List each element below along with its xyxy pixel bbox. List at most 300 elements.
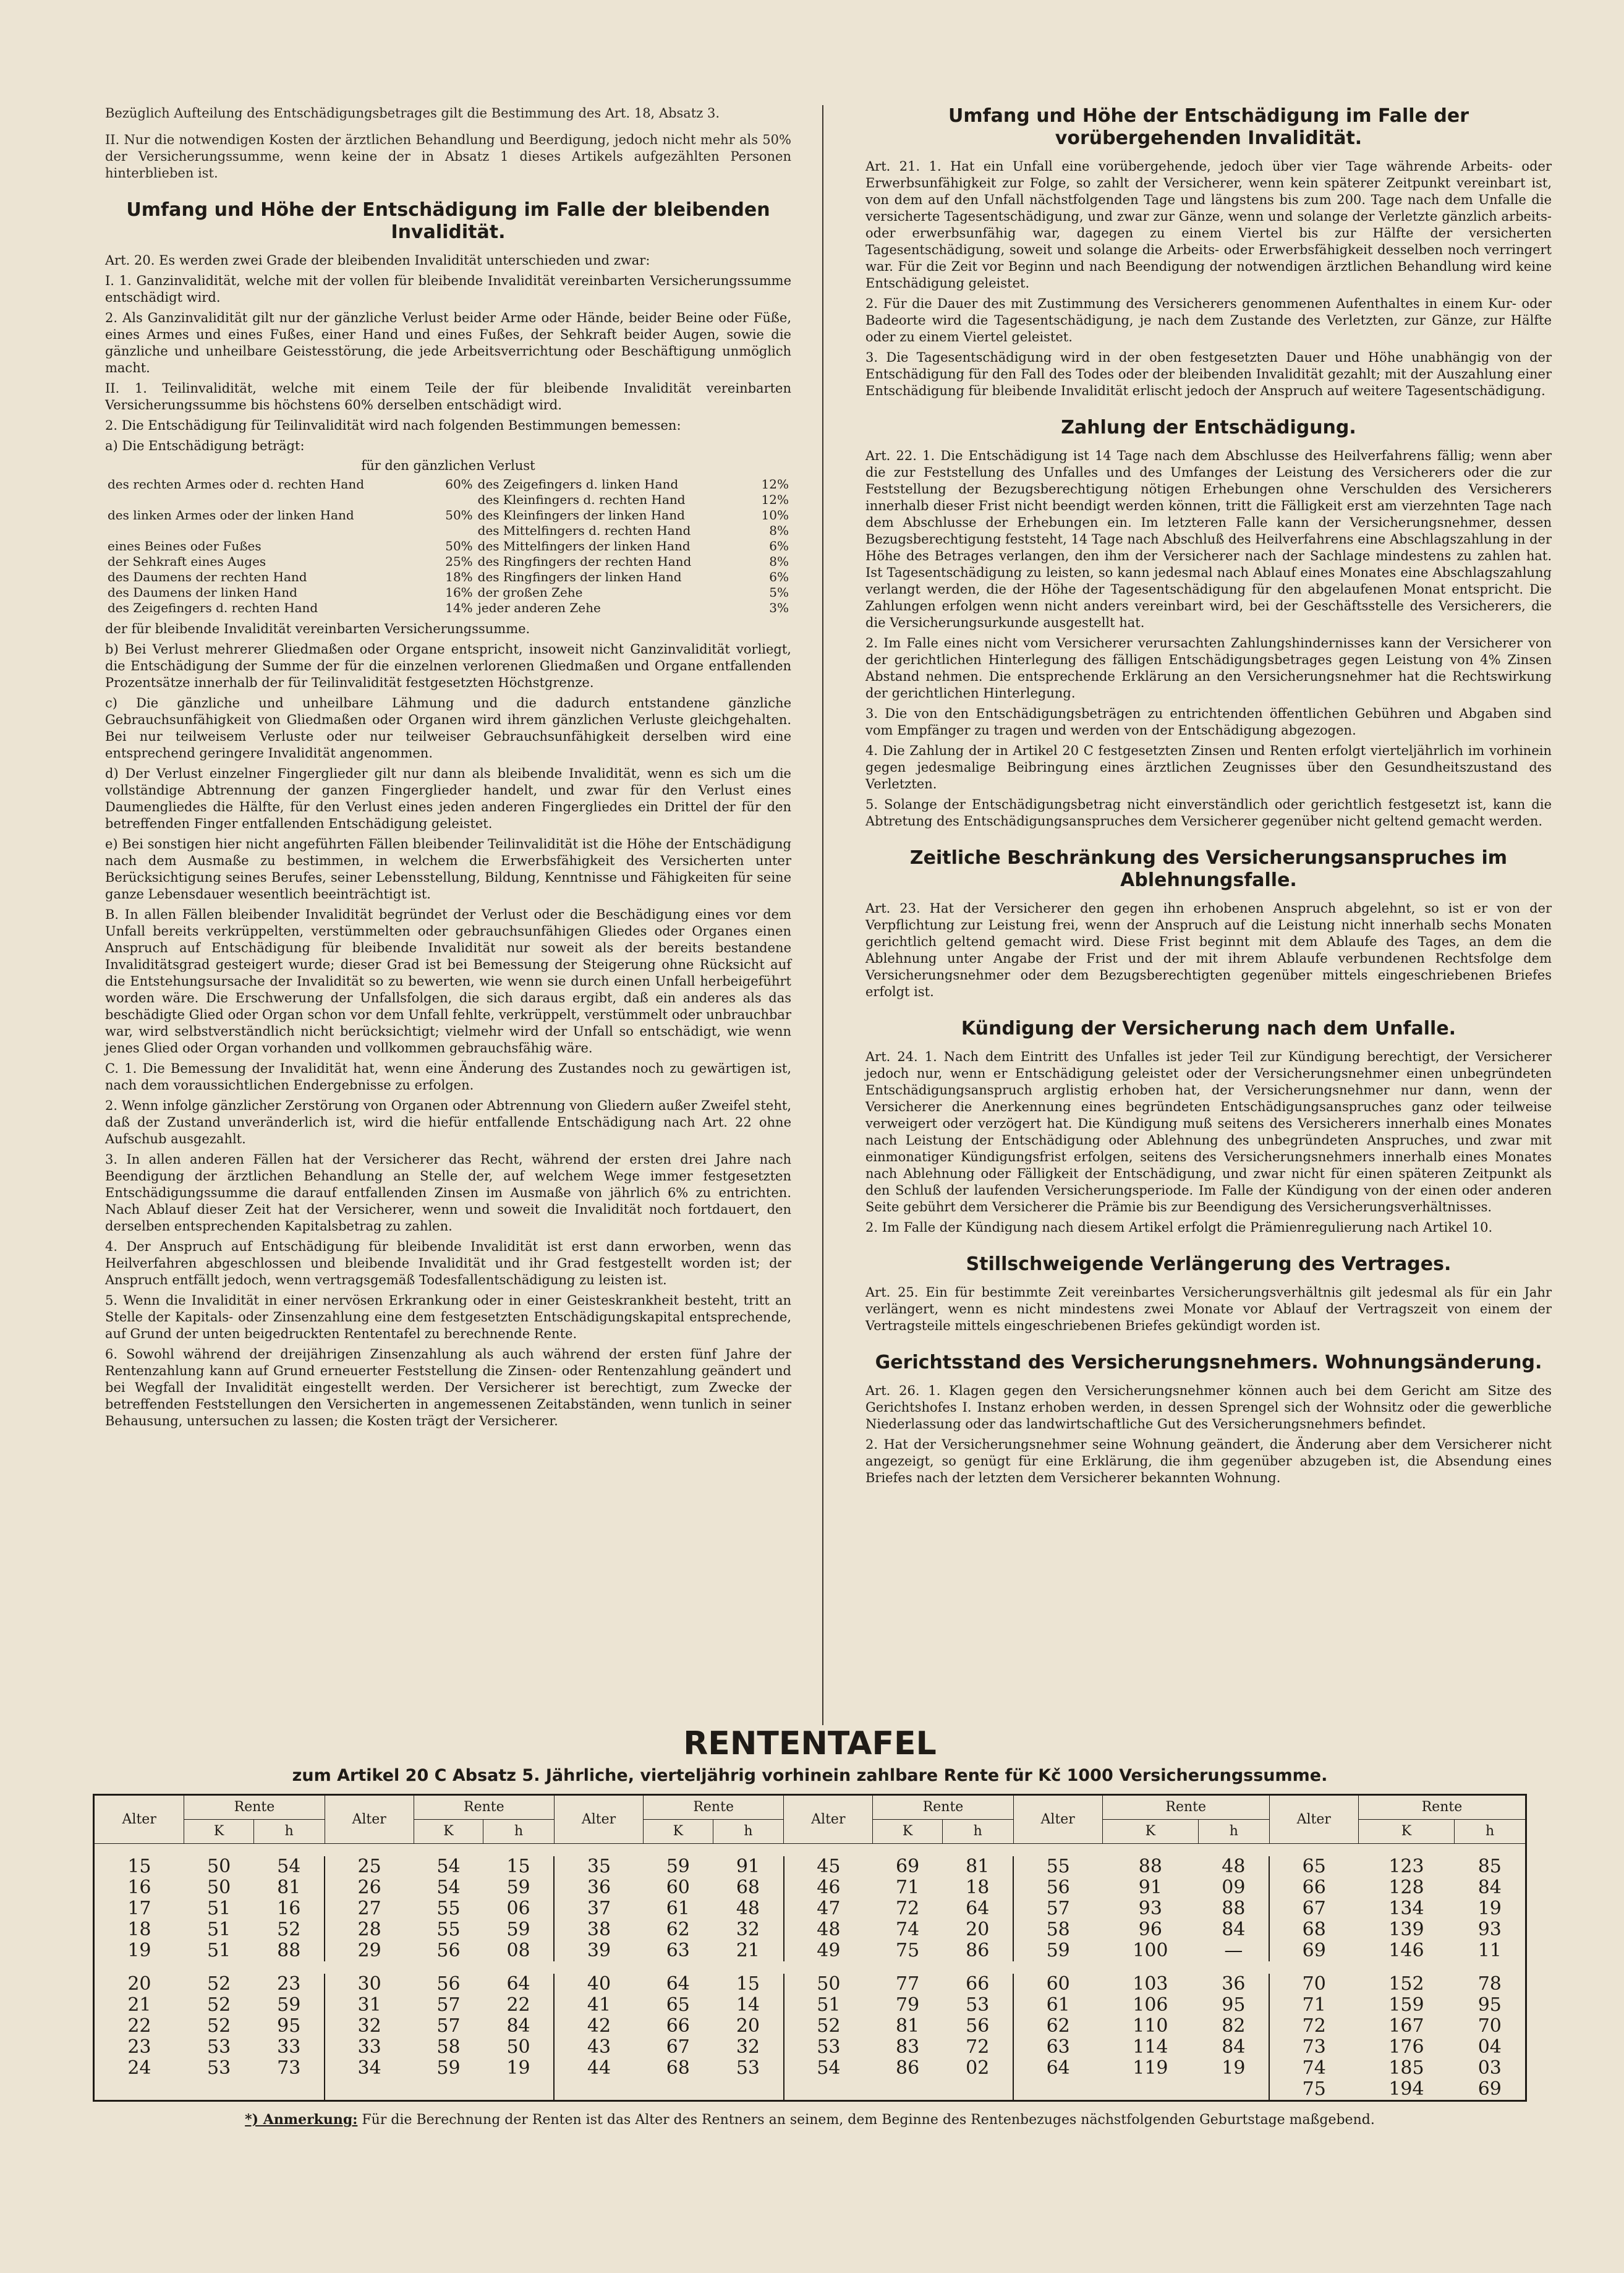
rente-h-cell: 02 [966,2057,990,2079]
alter-cell [325,2079,414,2101]
gap-cell [94,1961,184,1974]
h-header: h [942,1820,1013,1844]
rt-spacer [94,1844,1526,1857]
rente-h-cell: 85 [1477,1856,1502,1877]
rente-h-cell: 84 [1477,1877,1502,1898]
loss-percent-left: 60% [445,477,473,492]
rente-header: Rente [644,1795,784,1820]
alter-cell: 45 [784,1856,873,1877]
rente-k-cell: 123 [1388,1856,1424,1877]
section-paragraph: Art. 23. Hat der Versicherer den gegen ihn erhobenen Anspruch abgelehnt, so ist er von der Verpflichtung zur Leistung frei, wenn der Anspruch auf die Leistung nicht innerhalb sechs Monaten gerichtlich geltend gemacht wird. Diese Frist beginnt mit dem Ablaufe des Tages, an dem die Ablehnung unter Angabe der Frist und der mit ihrem Ablaufe verbundenen Rechtsfolge dem Versicherungsnehmer oder dem Bezugsberechtigten gegenüber mittels eingeschriebenen Briefes erfolgt ist. [865,901,1552,999]
intro-paragraph-1: Bezüglich Aufteilung des Entschädigungsbetrages gilt die Bestimmung des Art. 18, Absatz 3. [105,106,720,121]
alter-cell: 18 [127,1919,151,1940]
rente-k-cell: 86 [896,2057,920,2079]
alter-cell: 58 [1013,1919,1102,1940]
loss-table-title: für den gänzlichen Verlust [361,458,535,473]
rente-h-cell: 86 [966,1940,990,1961]
alter-cell: 43 [554,2037,643,2058]
rente-h-cell: 69 [1477,2078,1502,2100]
paragraph: II. 1. Teilinvalidität, welche mit einem Teile der für bleibende Invalidität vereinbarten Versicherungssumme bis höchstens 60% derselben entschädigt wird. [105,381,791,412]
gap-cell [554,1961,643,1974]
rente-header: Rente [414,1795,554,1820]
rente-k-cell: 60 [666,1877,690,1898]
paragraph: e) Bei sonstigen hier nicht angeführten Fällen bleibender Teilinvalidität ist die Höhe der Entschädigung nach dem Ausmaße zu bestimmen, in welchem die Erwerbsfähigkeit des Versicherten unter Berücksichtigung seines Berufes, seiner Lebensstellung, Bildung, Kenntnisse und Fähigkeiten für seine ganze Lebensdauer wesentlich beeinträchtigt ist. [105,837,791,902]
alter-cell: 37 [554,1898,643,1919]
gap-cell [784,1961,873,1974]
alter-cell: 55 [1013,1856,1102,1877]
loss-item-left: eines Beines oder Fußes [108,539,261,553]
k-header: K [644,1820,713,1844]
paragraph: d) Der Verlust einzelner Fingerglieder gilt nur dann als bleibende Invalidität, wenn es sich um die vollständige Abtrennung der ganzen Fingerglieder handelt, und zwar für den Verlust eines Daumengliedes die Hälfte, für den Verlust eines jeden anderen Fingergliedes ein Drittel der für den betreffenden Finger entfallenden Entschädigung geleistet. [105,766,791,831]
loss-row [105,569,791,585]
rente-k-cell: 61 [666,1898,690,1919]
rt-row [94,1877,1526,1898]
rente-k-cell: 134 [1388,1898,1424,1919]
alter-cell: 34 [325,2058,414,2079]
rente-k-cell: 146 [1388,1940,1424,1961]
k-header: K [1358,1820,1454,1844]
spacer-cell [1455,1844,1526,1857]
loss-percent-left: 50% [445,508,473,522]
rente-h-cell: 20 [736,2015,760,2037]
section-paragraph: 3. Die von den Entschädigungsbeträgen zu entrichtenden öffentlichen Gebühren und Abgaben sind vom Empfänger zu tragen und werden von der Entschädigung abgezogen. [865,706,1552,738]
alter-cell: 35 [554,1856,643,1877]
loss-row [105,492,791,508]
alter-header: Alter [784,1795,873,1844]
gap-cell [1198,1961,1269,1974]
loss-row [105,508,791,523]
alter-cell: 33 [325,2037,414,2058]
rt-row [94,1919,1526,1940]
spacer-cell [873,1844,942,1857]
loss-percent-right: 8% [769,523,789,538]
rente-k-cell: 67 [666,2036,690,2058]
rente-k-cell: 159 [1388,1994,1424,2016]
rt-row [94,1898,1526,1919]
rente-k-cell: 51 [207,1940,231,1961]
rente-h-cell: 21 [736,1940,760,1961]
alter-cell: 27 [325,1898,414,1919]
alter-cell: 46 [784,1877,873,1898]
loss-item-left: des Daumens der rechten Hand [108,569,307,584]
paragraph: b) Bei Verlust mehrerer Gliedmaßen oder Organe entspricht, insoweit nicht Ganzinvalidität vorliegt, die Entschädigung der Summe der für die einzelnen verlorenen Gliedmaßen und Organe entfallenden Prozentsätze innerhalb der für Teilinvalidität festgesetzten Höchstgrenze. [105,642,791,690]
rente-k-cell: 50 [207,1856,231,1877]
loss-percent-right: 12% [761,492,789,507]
alter-cell: 64 [1013,2058,1102,2079]
loss-percent-left: 25% [445,554,473,569]
rente-h-cell: 19 [506,2057,530,2079]
loss-percentage-table [105,477,791,616]
alter-cell: 59 [1013,1940,1102,1961]
rente-h-cell: 56 [966,2015,990,2037]
rente-k-cell: 152 [1388,1973,1424,1995]
alter-cell: 23 [127,2036,151,2058]
loss-row [105,477,791,492]
rente-h-cell: 50 [506,2036,530,2058]
rente-k-cell: 139 [1388,1919,1424,1940]
loss-percent-right: 5% [769,585,789,600]
loss-item-left [105,492,435,508]
loss-percent-right: 10% [761,508,789,522]
gap-cell [483,1961,555,1974]
alter-cell: 40 [554,1974,643,1995]
alter-cell [784,2079,873,2101]
alter-cell: 21 [127,1994,151,2016]
alter-cell: 67 [1269,1898,1358,1919]
alter-cell: 49 [784,1940,873,1961]
gap-cell [253,1961,325,1974]
loss-row [105,554,791,569]
section-heading: Umfang und Höhe der Entschädigung im Falle der vorübergehenden Invalidität. [948,105,1469,149]
section-paragraph: Art. 26. 1. Klagen gegen den Versicherungsnehmer können auch bei dem Gericht am Sitze des Gerichtshofes I. Instanz erhoben werden, in dessen Sprengel sich der Wohnsitz oder die gewerbliche Niederlassung oder das landwirtschaftliche Gut des Versicherungsnehmers befindet. [865,1383,1552,1431]
rente-h-cell: 72 [966,2036,990,2058]
section-paragraph: 5. Solange der Entschädigungsbetrag nicht einverständlich oder gerichtlich festgesetzt ist, kann die Abtretung des Entschädigungsanspruches dem Versicherer gegenüber nicht geltend gemacht werden. [865,797,1552,829]
alter-cell: 71 [1269,1995,1358,2016]
paragraph: 3. In allen anderen Fällen hat der Versicherer das Recht, während der ersten drei Jahre nach Beendigung der ärztlichen Behandlung an Stelle der, auf welchem Wege immer festgesetzten Entschädigungssumme die darauf entfallenden Zinsen im Ausmaße von jährlich 6% zu entrichten. Nach Ablauf dieser Zeit hat der Versicherer, wenn und soweit die Invalidität noch fortdauert, den derselben entsprechenden Kapitalsbetrag zu zahlen. [105,1152,791,1234]
rente-h-cell: 33 [277,2036,301,2058]
alter-cell: 74 [1269,2058,1358,2079]
rente-h-cell: 95 [277,2015,301,2037]
rente-header: Rente [1358,1795,1526,1820]
gap-cell [644,1961,713,1974]
section-heading: Stillschweigende Verlängerung des Vertrages. [966,1253,1452,1275]
rente-k-cell: 91 [1138,1877,1162,1898]
section-heading: Kündigung der Versicherung nach dem Unfalle. [961,1018,1456,1039]
alter-cell: 25 [325,1856,414,1877]
alter-cell: 24 [127,2057,151,2079]
rt-row [94,2037,1526,2058]
rente-k-cell: 56 [436,1973,461,1995]
rente-k-cell: 79 [896,1994,920,2016]
loss-row [105,585,791,600]
rt-row [94,1974,1526,1995]
alter-cell: 44 [554,2058,643,2079]
rententafel-table [93,1794,1527,2102]
rente-h-cell: 08 [506,1940,530,1961]
rente-h-cell: 73 [277,2057,301,2079]
loss-percent-right: 6% [769,569,789,584]
rente-h-cell: 64 [506,1973,530,1995]
rente-h-cell: 22 [506,1994,530,2016]
alter-cell: 53 [784,2037,873,2058]
rente-h-cell [483,2079,555,2101]
rente-h-cell: 66 [966,1973,990,1995]
loss-percent-right: 12% [761,477,789,492]
rente-k-cell: 57 [436,1994,461,2016]
rente-k-cell: 59 [436,2057,461,2079]
loss-row [105,539,791,554]
loss-item-left: des linken Armes oder der linken Hand [108,508,354,522]
rente-k-cell: 88 [1138,1856,1162,1877]
rente-k-cell: 71 [896,1877,920,1898]
paragraph: 6. Sowohl während der dreijährigen Zinsenzahlung als auch während der ersten fünf Jahre der Rentenzahlung kann auf Grund erneuerter Feststellung die Zinsen- oder Rentenzahlung geändert und bei Wegfall der Invalidität eingestellt werden. Der Versicherer ist berechtigt, zum Zwecke der betreffenden Feststellungen den Versicherten in angemessenen Zeitabständen, wenn tunlich in seiner Behausung, untersuchen zu lassen; die Kosten trägt der Versicherer. [105,1347,791,1428]
loss-row [105,600,791,616]
spacer-cell [713,1844,784,1857]
rente-k-cell: 62 [666,1919,690,1940]
rente-k-cell: 51 [207,1898,231,1919]
rente-k-cell: 52 [207,2015,231,2037]
paragraph: 2. Als Ganzinvalidität gilt nur der gänzliche Verlust beider Arme oder Hände, beider Beine oder Füße, eines Armes und eines Fußes, einer Hand und eines Fußes, der Sehkraft beider Augen, sowie die gänzliche und unheilbare Geistesstörung, die jede Arbeitsverrichtung oder Beschäftigung unmöglich macht. [105,310,791,375]
paragraph: Art. 20. Es werden zwei Grade der bleibenden Invalidität unterschieden und zwar: [105,253,650,268]
spacer-cell [184,1844,253,1857]
paragraph: 2. Wenn infolge gänzlicher Zerstörung von Organen oder Abtrennung von Gliedern außer Zweifel steht, daß der Zustand unveränderlich ist, wird die hiefür entfallende Entschädigung nach Art. 22 ohne Aufschub ausgezahlt. [105,1098,791,1146]
k-header: K [873,1820,942,1844]
loss-percent-left [435,523,475,539]
loss-item-left: des Zeigefingers d. rechten Hand [108,600,318,615]
right-column [865,105,1552,1490]
rt-row [94,1940,1526,1961]
gap-cell [1358,1961,1454,1974]
h-header: h [483,1820,555,1844]
rente-h-cell: 06 [506,1898,530,1919]
loss-item-left: des rechten Armes oder d. rechten Hand [108,477,365,492]
rente-h-cell: 32 [736,2036,760,2058]
rententafel-subtitle: zum Artikel 20 C Absatz 5. Jährliche, vierteljährig vorhinein zahlbare Rente für Kč 1000 Versicherungssumme. [292,1766,1328,1785]
paragraph: c) Die gänzliche und unheilbare Lähmung und die dadurch entstandene gänzliche Gebrauchsunfähigkeit von Gliedmaßen oder Organen wird ihrem gänzlichen Verluste gleichgehalten. Bei nur teilweisem Verluste oder nur teilweiser Gebrauchsunfähigkeit derselben wird eine entsprechend geringere Invalidität angenommen. [105,696,791,761]
rente-h-cell: 20 [966,1919,990,1940]
rente-h-cell: 88 [277,1940,301,1961]
alter-header: Alter [325,1795,414,1844]
alter-cell: 39 [554,1940,643,1961]
spacer-cell [942,1844,1013,1857]
rente-k-cell: 176 [1388,2036,1424,2058]
gap-cell [325,1961,414,1974]
alter-cell: 63 [1013,2037,1102,2058]
rententafel-note [93,2112,1527,2128]
loss-item-right: des Ringfingers der linken Hand [477,569,682,584]
rente-k-cell: 83 [896,2036,920,2058]
alter-cell: 31 [325,1995,414,2016]
rente-h-cell: 91 [736,1856,760,1877]
rente-k-cell [873,2079,942,2101]
alter-cell: 17 [127,1898,151,1919]
rente-header: Rente [184,1795,325,1820]
rente-k-cell: 53 [207,2057,231,2079]
loss-percent-left: 16% [445,585,473,600]
h-header: h [253,1820,325,1844]
article-20-part-b [105,621,791,1430]
alter-cell: 52 [784,2016,873,2037]
rente-k-cell: 103 [1133,1973,1168,1995]
rente-h-cell [1198,2079,1269,2101]
alter-cell: 56 [1013,1877,1102,1898]
alter-cell: 22 [127,2015,151,2037]
alter-cell: 38 [554,1919,643,1940]
gap-cell [942,1961,1013,1974]
rente-header: Rente [1102,1795,1269,1820]
section-paragraph: 4. Die Zahlung der in Artikel 20 C festgesetzten Zinsen und Renten erfolgt vierteljährlich im vorhinein gegen jedesmalige Beibringung eines ärztlichen Zeugnisses über den Gesundheitszustand des Verletzten. [865,743,1552,791]
rente-h-cell: 70 [1477,2015,1502,2037]
section-paragraph: 2. Hat der Versicherungsnehmer seine Wohnung geändert, die Änderung aber dem Versicherer nicht angezeigt, so genügt für eine Erklärung, die ihm gegenüber abzugeben ist, die Absendung eines Briefes nach der letzten dem Versicherer bekannten Wohnung. [865,1437,1552,1485]
loss-item-right: des Mittelfingers der linken Hand [477,539,691,553]
alter-cell: 42 [554,2016,643,2037]
spacer-cell [554,1844,643,1857]
rente-h-cell: 15 [736,1973,760,1995]
alter-cell: 54 [784,2058,873,2079]
spacer-cell [1198,1844,1269,1857]
loss-item-right: des Zeigefingers d. linken Hand [477,477,679,492]
rt-row [94,1856,1526,1877]
h-header: h [713,1820,784,1844]
rente-h-cell: 88 [1222,1898,1246,1919]
paragraph: der für bleibende Invalidität vereinbarten Versicherungssumme. [105,621,530,636]
spacer-cell [483,1844,555,1857]
rente-k-cell: 81 [896,2015,920,2037]
alter-header: Alter [1013,1795,1102,1844]
alter-cell: 75 [1269,2079,1358,2101]
rente-k-cell: 52 [207,1973,231,1995]
rente-k-cell: 58 [436,2036,461,2058]
rente-h-cell: 59 [506,1877,530,1898]
article-20-part-a [105,252,791,454]
rente-h-cell: 36 [1222,1973,1246,1995]
spacer-cell [1358,1844,1454,1857]
loss-percent-right: 3% [769,600,789,615]
rente-h-cell: 53 [736,2057,760,2079]
alter-cell: 19 [127,1940,151,1961]
rente-h-cell: 03 [1477,2057,1502,2079]
rente-h-cell: 32 [736,1919,760,1940]
paragraph: 2. Die Entschädigung für Teilinvalidität wird nach folgenden Bestimmungen bemessen: [105,418,681,433]
paragraph: 5. Wenn die Invalidität in einer nervösen Erkrankung oder in einer Geisteskrankheit besteht, tritt an Stelle der Kapitals- oder Zinsenzahlung eine dem festgesetzten Entschädigungskapital entsprechende, auf Grund der unten beigedruckten Rententafel zu berechnende Rente. [105,1293,791,1341]
alter-header: Alter [554,1795,643,1844]
section-heading: Zahlung der Entschädigung. [1061,417,1356,438]
k-header: K [414,1820,483,1844]
rente-h-cell: 84 [1222,1919,1246,1940]
alter-cell [1013,2079,1102,2101]
alter-cell: 32 [325,2016,414,2037]
alter-header: Alter [1269,1795,1358,1844]
spacer-cell [644,1844,713,1857]
loss-item-right: des Kleinfingers der linken Hand [477,508,685,522]
section-paragraph: Art. 22. 1. Die Entschädigung ist 14 Tage nach dem Abschlusse des Heilverfahrens fällig; wenn aber die zur Feststellung des Unfalles und des Umfanges der Leistung des Versicherers oder die zur Feststellung der Bezugsberechtigung nötigen Erhebungen ohne Verschulden des Versicherers innerhalb dieser Frist nicht beendigt werden können, tritt die Fälligkeit erst am vierzehnten Tage nach dem Abschlusse der Erhebungen ein. Im letzteren Falle kann der Versicherungsnehmer, dessen Bezugsberechtigung feststeht, 14 Tage nach Abschluß des Heilverfahrens eine Abschlagszahlung in der Höhe des Betrages verlangen, den ihm der Versicherer nach der Sachlage mindestens zu zahlen hat. Ist Tagesentschädigung zu leisten, so kann jedesmal nach Ablauf eines Monates eine Abschlagszahlung verlangt werden, die der Höhe der Tagesentschädigung für den abgelaufenen Monat entspricht. Die Zahlungen erfolgen wenn nicht anders vereinbart wird, bei der Geschäftsstelle des Versicherers, die die Versicherungsurkunde ausgestellt hat. [865,448,1552,630]
paragraph: 4. Der Anspruch auf Entschädigung für bleibende Invalidität ist erst dann erworben, wenn das Heilverfahren abgeschlossen und bleibende Invalidität und ihr Grad festgestellt worden ist; der Anspruch entfällt jedoch, wenn vertragsgemäß Todesfallentschädigung zu leisten ist. [105,1239,791,1287]
rt-header-row-1 [94,1795,1526,1820]
rente-h-cell: 95 [1477,1994,1502,2016]
section-paragraph: 2. Im Falle der Kündigung nach diesem Artikel erfolgt die Prämienregulierung nach Artikel 10. [865,1220,1493,1235]
rt-row [94,2079,1526,2101]
rente-k-cell: 128 [1388,1877,1424,1898]
rente-h-cell [942,2079,1013,2101]
intro-paragraph-2: II. Nur die notwendigen Kosten der ärztlichen Behandlung und Beerdigung, jedoch nicht mehr als 50% der Versicherungssumme, wenn keine der in Absatz 1 dieses Artikels aufgezählten Personen hinterblieben ist. [105,132,791,181]
spacer-cell [325,1844,414,1857]
h-header: h [1198,1820,1269,1844]
alter-cell: 61 [1013,1995,1102,2016]
loss-percent-right: 6% [769,539,789,553]
section-paragraph: Art. 21. 1. Hat ein Unfall eine vorübergehende, jedoch über vier Tage währende Arbeits- oder Erwerbsunfähigkeit zur Folge, so zahlt der Versicherer, wenn kein späterer Zeitpunkt vereinbart ist, von dem auf den Unfall nächstfolgenden Tage und längstens bis zum 200. Tage nach dem Unfalle die versicherte Tagesentschädigung, und zwar zur Gänze, wenn und solange der Verletzte gänzlich arbeits- oder erwerbsunfähig war, dagegen zu einem Viertel bis zur Hälfte der versicherten Tagesentschädigung, soweit und solange die Arbeits- oder Erwerbsfähigkeit desselben noch verringert war. Für die Zeit vor Beginn und nach Beendigung der notwendigen ärztlichen Behandlung wird keine Entschädigung geleistet. [865,159,1552,291]
loss-item-right: des Ringfingers der rechten Hand [477,554,692,569]
gap-cell [1013,1961,1102,1974]
rententafel [93,1725,1527,2128]
rente-k-cell [644,2079,713,2101]
rente-h-cell: 11 [1477,1940,1502,1961]
loss-percent-left: 14% [445,600,473,615]
rente-k-cell: 106 [1133,1994,1168,2016]
loss-item-right: jeder anderen Zehe [477,600,601,615]
rt-gap [94,1961,1526,1974]
alter-cell: 47 [784,1898,873,1919]
rente-h-cell: 82 [1222,2015,1246,2037]
note-label: *) Anmerkung: [245,2112,358,2128]
alter-cell: 70 [1269,1974,1358,1995]
alter-cell: 15 [127,1856,151,1877]
rente-h-cell: 78 [1477,1973,1502,1995]
section-heading: Zeitliche Beschränkung des Versicherungsanspruches im Ablehnungsfalle. [909,847,1508,891]
rente-k-cell: 74 [896,1919,920,1940]
rententafel-title: RENTENTAFEL [683,1725,937,1762]
spacer-cell [784,1844,873,1857]
h-header: h [1455,1820,1526,1844]
rente-k-cell: 54 [436,1856,461,1877]
rente-k-cell: 69 [896,1856,920,1877]
alter-cell: 20 [127,1973,151,1995]
spacer-cell [1269,1844,1358,1857]
alter-cell: 66 [1269,1877,1358,1898]
rente-h-cell: 52 [277,1919,301,1940]
rente-k-cell: 93 [1138,1898,1162,1919]
rt-row [94,2058,1526,2079]
alter-cell: 41 [554,1995,643,2016]
loss-percent-left: 18% [445,569,473,584]
section-paragraph: Art. 25. Ein für bestimmte Zeit vereinbartes Versicherungsverhältnis gilt jedesmal als für ein Jahr verlängert, wenn es nicht mindestens zwei Monate vor Ablauf der Vertragszeit von einem der Vertragsteile mittels eingeschriebenen Briefes gekündigt worden ist. [865,1285,1552,1333]
rente-k-cell: 51 [207,1919,231,1940]
rente-k-cell: 64 [666,1973,690,1995]
alter-cell: 73 [1269,2037,1358,2058]
left-column [105,105,791,1433]
paragraph: C. 1. Die Bemessung der Invalidität hat, wenn eine Änderung des Zustandes noch zu gewärtigen ist, nach dem voraussichtlichen Endergebnisse zu erfolgen. [105,1061,791,1093]
alter-cell: 65 [1269,1856,1358,1877]
loss-percent-left [435,492,475,508]
rente-h-cell: 04 [1477,2036,1502,2058]
rente-h-cell: 93 [1477,1919,1502,1940]
alter-header: Alter [94,1795,184,1844]
alter-cell: 51 [784,1995,873,2016]
rente-k-cell: 50 [207,1877,231,1898]
rente-k-cell: 63 [666,1940,690,1961]
note-text: Für die Berechnung der Renten ist das Alter des Rentners an seinem, dem Beginne des Rentenbezuges nächstfolgenden Geburtstage maßgebend. [362,2112,1375,2128]
section-paragraph: Art. 24. 1. Nach dem Eintritt des Unfalles ist jeder Teil zur Kündigung berechtigt, der Versicherer jedoch nur, wenn er Entschädigung geleistet oder der Versicherungsnehmer einen unbegründeten Entschädigungsanspruch arglistig erhoben hat, der Versicherungsnehmer nur dann, wenn der Versicherer die Anerkennung eines begründeten Entschädigungsanspruches ganz oder teilweise verweigert oder verzögert hat. Die Kündigung muß seitens des Versicherers innerhalb eines Monates nach Leistung der Entschädigung oder Ablehnung des unbegründeten Anspruches, und zwar mit einmonatiger Kündigungsfrist erfolgen, seitens des Versicherungsnehmers innerhalb eines Monates nach Ablehnung oder Fälligkeit der Entschädigung, und zwar nicht für einen späteren Zeitpunkt als den Schluß der laufenden Versicherungsperiode. Im Falle der Kündigung von der einen oder anderen Seite gebührt dem Versicherer die Prämie bis zur Beendigung des Versicherungsverhältnisses. [865,1049,1552,1214]
paragraph: B. In allen Fällen bleibender Invalidität begründet der Verlust oder die Beschädigung eines vor dem Unfall bereits verkrüppelten, verstümmelten oder gebrauchsunfähigen Gliedes oder Organes einen Anspruch auf Entschädigung für bleibende Invalidität nur soweit als der bereits bestandene Invaliditätsgrad gesteigert wurde; dieser Grad ist bei Bemessung der Steigerung ohne Rücksicht auf die Entstehungsursache der Invalidität so zu bewerten, wie wenn sie durch einen Unfall herbeigeführt worden wäre. Die Erschwerung der Unfallsfolgen, die sich daraus ergibt, daß ein anderes als das beschädigte Glied oder Organ schon vor dem Unfall fehlte, verkrüppelt, verstümmelt oder unbrauchbar war, wird selbstverständlich nicht berücksichtigt; vielmehr wird der Unfall so entschädigt, wie wenn jenes Glied oder Organ vorhanden und vollkommen gebrauchsfähig wäre. [105,907,791,1055]
rt-row [94,1995,1526,2016]
rente-h-cell: 95 [1222,1994,1246,2016]
spacer-cell [1013,1844,1102,1857]
rente-h-cell: 14 [736,1994,760,2016]
rente-k-cell: 110 [1133,2015,1168,2037]
rente-h-cell: 19 [1477,1898,1502,1919]
rente-k-cell: 77 [896,1973,920,1995]
rente-h-cell: 15 [506,1856,530,1877]
spacer-cell [414,1844,483,1857]
rente-k-cell [184,2079,253,2101]
rente-h-cell: 48 [1222,1856,1246,1877]
alter-cell: 28 [325,1919,414,1940]
spacer-cell [253,1844,325,1857]
rente-header: Rente [873,1795,1013,1820]
rente-h-cell: 81 [277,1877,301,1898]
rente-h-cell: — [1224,1940,1243,1961]
alter-cell: 68 [1269,1919,1358,1940]
loss-item-left: der Sehkraft eines Auges [108,554,266,569]
rente-h-cell: 84 [506,2015,530,2037]
gap-cell [414,1961,483,1974]
loss-percent-right: 8% [769,554,789,569]
rente-k-cell: 53 [207,2036,231,2058]
heading-bleibende-invaliditaet: Umfang und Höhe der Entschädigung im Falle der bleibenden Invalidität. [126,199,770,243]
rente-k-cell: 194 [1388,2078,1424,2100]
rente-h-cell: 48 [736,1898,760,1919]
rente-k-cell [1102,2079,1198,2101]
alter-cell: 50 [784,1974,873,1995]
